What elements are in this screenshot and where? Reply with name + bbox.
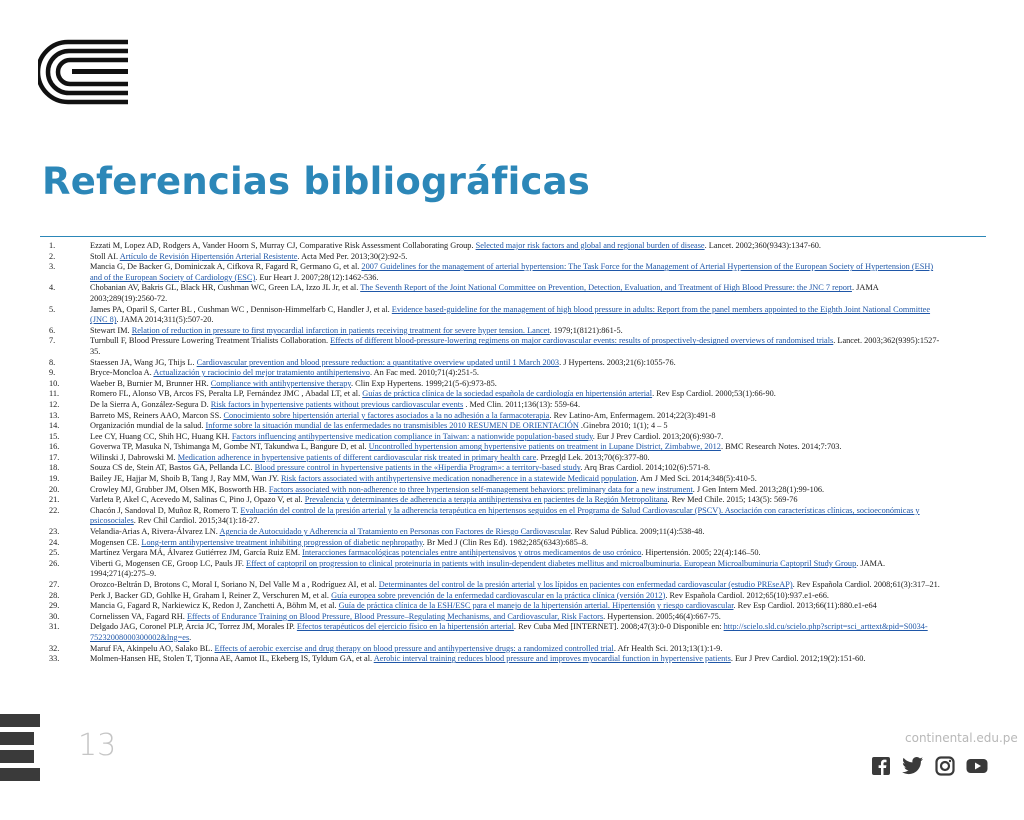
reference-source: . Rev Latino-Am, Enfermagem. 2014;22(3):491-8 — [549, 410, 716, 420]
reference-item — [44, 463, 944, 474]
reference-item — [44, 442, 944, 453]
decorative-bars — [0, 714, 42, 782]
reference-source: . Eur J Prev Cardiol. 2013;20(6):930-7. — [592, 431, 724, 441]
reference-source: . Rev Cuba Med [INTERNET]. 2008;47(3):0-0 Disponible en: — [513, 622, 724, 632]
reference-number: 2. — [49, 251, 56, 261]
reference-authors: Ezzati M, Lopez AD, Rodgers A, Vander Hoorn S, Murray CJ, Comparative Risk Assessment Collaborating Group. — [90, 241, 476, 250]
reference-item — [44, 506, 944, 527]
reference-authors: Barreto MS, Reiners AAO, Marcon SS. — [90, 410, 224, 420]
reference-item — [44, 421, 944, 432]
reference-link[interactable]: Guía europea sobre prevención de la enfermedad cardiovascular en la práctica clínica (versión 2012) — [331, 590, 666, 600]
reference-authors: Martínez Vergara MÁ, Álvarez Gutiérrez JM, García Ruiz EM. — [90, 548, 303, 558]
reference-item — [44, 241, 944, 252]
reference-link[interactable]: Actualización y raciocinio del mejor tratamiento antihipertensivo — [153, 368, 370, 378]
reference-link[interactable]: Conocimiento sobre hipertensión arterial y factores asociados a la no adhesión a la farmacoterapia — [223, 410, 550, 420]
reference-number: 17. — [49, 452, 60, 462]
reference-number: 31. — [49, 622, 60, 632]
reference-authors: Molmen-Hansen HE, Stolen T, Tjonna AE, Aamot IL, Ekeberg IS, Tyldum GA, et al. — [90, 654, 374, 664]
reference-authors: Souza CS de, Stein AT, Bastos GA, Pellanda LC. — [90, 463, 255, 473]
reference-item — [44, 527, 944, 538]
reference-number: 10. — [49, 378, 60, 388]
reference-item — [44, 368, 944, 379]
page-number: 13 — [78, 728, 117, 763]
reference-item — [44, 379, 944, 390]
reference-source: . Br Med J (Clin Res Ed). 1982;285(6343):685–8. — [422, 537, 589, 547]
reference-item — [44, 453, 944, 464]
reference-authors: Stewart IM. — [90, 325, 132, 335]
reference-authors: Crowley MJ, Grubber JM, Olsen MK, Bosworth HB. — [90, 484, 269, 494]
reference-source: . 1979;1(8121):861-5. — [549, 325, 623, 335]
logo-icon — [38, 38, 130, 106]
reference-authors: Waeber B, Burnier M, Brunner HR. — [90, 378, 211, 388]
reference-number: 23. — [49, 527, 60, 537]
reference-item — [44, 644, 944, 655]
reference-list — [44, 241, 944, 665]
reference-source: . Am J Med Sci. 2014;348(5):410-5. — [636, 474, 757, 484]
reference-source: . Hipertensión. 2005; 22(4):146–50. — [641, 548, 761, 558]
reference-source: . Rev Esp Cardiol. 2013;66(11):880.e1-e64 — [733, 601, 877, 611]
reference-number: 30. — [49, 611, 60, 621]
reference-number: 24. — [49, 537, 60, 547]
reference-link[interactable]: Blood pressure control in hypertensive patients in the «Hiperdia Program»: a territory-based study — [254, 463, 581, 473]
reference-number: 14. — [49, 421, 60, 431]
reference-item — [44, 358, 944, 369]
social-icons — [870, 756, 988, 776]
reference-link[interactable]: Effects of different blood-pressure-lowering regimens on major cardiovascular events: results of prospectively-designed overviews of randomised trials — [330, 336, 834, 346]
reference-source: . — [189, 632, 192, 642]
reference-link[interactable]: Effects of aerobic exercise and drug therapy on blood pressure and antihypertensive drugs: a randomized controlled trial — [214, 643, 614, 653]
reference-number: 33. — [49, 654, 60, 664]
reference-number: 21. — [49, 495, 60, 505]
reference-item — [44, 495, 944, 506]
reference-number: 19. — [49, 474, 60, 484]
reference-number: 12. — [49, 399, 60, 409]
reference-item — [44, 326, 944, 337]
reference-link[interactable]: Long-term antihypertensive treatment inhibiting progression of diabetic nephropathy — [141, 537, 423, 547]
reference-source: . Przegl̦d Lek. 2013;70(6):377-80. — [536, 452, 650, 462]
reference-number: 28. — [49, 590, 60, 600]
reference-link[interactable]: Informe sobre la situación mundial de las enfermedades no transmisibles 2010 RESUMEN DE ORIENTACIÓN — [205, 421, 579, 431]
reference-number: 8. — [49, 357, 56, 367]
reference-authors: Perk J, Backer GD, Gohlke H, Graham I, Reiner Z, Verschuren M, et al. — [90, 590, 332, 600]
reference-link[interactable]: Cardiovascular prevention and blood pressure reduction: a quantitative overview updated until 1 March 2003 — [196, 357, 560, 367]
reference-authors: Viberti G, Mogensen CE, Groop LC, Pauls JF. — [90, 558, 247, 568]
reference-item — [44, 474, 944, 485]
page-title: Referencias bibliográficas — [42, 160, 590, 203]
reference-authors: Varleta P, Akel C, Acevedo M, Salinas C, Pino J, Opazo V, et al. — [90, 495, 305, 505]
reference-item — [44, 336, 944, 357]
reference-source: . Lancet. 2002;360(9343):1347-60. — [704, 241, 821, 250]
reference-source: . Rev Española Cardiol. 2008;61(3):317–21. — [792, 580, 940, 589]
reference-authors: Mancia G, Fagard R, Narkiewicz K, Redon J, Zanchetti A, Böhm M, et al. — [90, 601, 339, 611]
reference-authors: Lee CY, Huang CC, Shih HC, Huang KH. — [90, 431, 232, 441]
reference-link[interactable]: Efectos terapéuticos del ejercicio físico en la hipertensión arterial — [296, 622, 514, 632]
reference-source: . Rev Esp Cardiol. 2000;53(1):66-90. — [652, 389, 776, 399]
reference-link[interactable]: Effects of Endurance Training on Blood Pressure, Blood Pressure–Regulating Mechanisms, and Cardiovascular, Risk Factors — [186, 611, 604, 621]
reference-number: 15. — [49, 431, 60, 441]
reference-number: 29. — [49, 601, 60, 611]
reference-item — [44, 432, 944, 443]
reference-link[interactable]: Interacciones farmacológicas potenciales entre antihipertensivos y otros medicamentos de uso crónico — [302, 548, 642, 558]
reference-authors: Chacón J, Sandoval D, Muñoz R, Romero T. — [90, 505, 241, 515]
reference-number: 7. — [49, 336, 56, 346]
reference-link[interactable]: Risk factors in hypertensive patients without previous cardiovascular events — [210, 399, 464, 409]
reference-link[interactable]: Evidence based-guideline for the management of high blood pressure in adults: Report from the panel members appointed to the Eighth Joint National Committee (JNC 8) — [90, 304, 931, 325]
reference-authors: Orozco-Beltrán D, Brotons C, Moral I, Soriano N, Del Valle M a , Rodríguez AI, et al. — [90, 580, 379, 589]
reference-number: 18. — [49, 463, 60, 473]
reference-item — [44, 262, 944, 283]
reference-source: . Hypertension. 2005;46(4):667-75. — [603, 611, 721, 621]
reference-authors: Wilinski J, Dabrowski M. — [90, 452, 178, 462]
reference-number: 6. — [49, 325, 56, 335]
reference-source: . Lancet. 2003;362(9395):1527-35. — [90, 336, 940, 356]
reference-link[interactable]: Medication adherence in hypertensive patients of different cardiovascular risk treated in primary health care — [177, 452, 537, 462]
title-divider — [40, 236, 986, 237]
facebook-icon[interactable] — [870, 756, 892, 776]
reference-source: . Eur Heart J. 2007;28(12):1462-536. — [255, 272, 379, 282]
reference-source: . Rev Salud Pública. 2009;11(4):538-48. — [570, 527, 705, 537]
reference-link[interactable]: Prevalencia y determinantes de adherencia a terapia antihipertensiva en pacientes de la Región Metropolitana — [304, 495, 668, 505]
reference-number: 9. — [49, 368, 56, 378]
reference-number: 20. — [49, 484, 60, 494]
website-link[interactable]: continental.edu.pe — [905, 731, 1018, 745]
reference-authors: James PA, Oparil S, Carter BL , Cushman WC , Dennison-Himmelfarb C, Handler J, et al. — [90, 304, 392, 314]
reference-authors: Staessen JA, Wang JG, Thijs L. — [90, 357, 197, 367]
reference-item — [44, 283, 944, 304]
reference-authors: Romero FL, Alonso VB, Arcos FS, Peralta LP, Fernández JMC , Abadal LT, et al. — [90, 389, 363, 399]
reference-source: . Rev Med Chile. 2015; 143(5): 569-76 — [667, 495, 798, 505]
reference-authors: Mancia G, De Backer G, Dominiczak A, Cifkova R, Fagard R, Germano G, et al. — [90, 262, 362, 272]
reference-authors: De la Sierra A, González-Segura D. — [90, 399, 211, 409]
reference-source: . Eur J Prev Cardiol. 2012;19(2):151-60. — [730, 654, 866, 664]
reference-source: . Clin Exp Hypertens. 1999;21(5-6):973-85. — [351, 378, 497, 388]
reference-url-link[interactable]: http://scielo.sld.cu/scielo.php?script=sci_arttext&pid=S0034-75232008000300002&lng=es — [90, 622, 928, 642]
reference-item — [44, 580, 944, 591]
reference-link[interactable]: Artículo de Revisión Hipertensión Arterial Resistente — [119, 251, 298, 261]
reference-item — [44, 485, 944, 496]
reference-item — [44, 601, 944, 612]
reference-number: 4. — [49, 283, 56, 293]
reference-link[interactable]: Effect of captopril on progression to clinical proteinuria in patients with insulin-dependent diabetes mellitus and microalbuminuria. European Microalbuminuria Captopril Study Group — [246, 558, 857, 568]
reference-number: 26. — [49, 558, 60, 568]
reference-authors: Chobanian AV, Bakris GL, Black HR, Cushman WC, Green LA, Izzo JL Jr, et al. — [90, 283, 361, 293]
reference-link[interactable]: Selected major risk factors and global and regional burden of disease — [475, 241, 705, 250]
reference-item — [44, 622, 944, 643]
reference-link[interactable]: Evaluación del control de la presión arterial y la adherencia terapéutica en hipertensos seguidos en el Programa de Salud Cardiovascular (PSCV). Asociación con características clínicas, socioeconómicas y psicosociales — [90, 505, 920, 526]
reference-link[interactable]: Guías de práctica clínica de la sociedad española de cardiología en hipertensión arterial — [362, 389, 653, 399]
reference-source: . Arq Bras Cardiol. 2014;102(6):571-8. — [580, 463, 711, 473]
reference-item — [44, 252, 944, 263]
reference-item — [44, 591, 944, 602]
reference-item — [44, 389, 944, 400]
reference-source: .Ginebra 2010; 1(1); 4 – 5 — [578, 421, 668, 431]
reference-source: . BMC Research Notes. 2014;7:703. — [720, 442, 842, 452]
reference-link[interactable]: The Seventh Report of the Joint National Committee on Prevention, Detection, Evaluation, and Treatment of High Blood Pressure: the JNC 7 report — [360, 283, 852, 293]
reference-link[interactable]: Risk factors associated with antihypertensive medication nonadherence in a statewide Medicaid population — [280, 474, 637, 484]
reference-link[interactable]: Guía de práctica clínica de la ESH/ESC para el manejo de la hipertensión arterial. Hipertensión y riesgo cardiovascular — [338, 601, 734, 611]
reference-link[interactable]: Aerobic interval training reduces blood pressure and improves myocardial function in hypertensive patients — [373, 654, 731, 664]
reference-item — [44, 411, 944, 422]
reference-link[interactable]: Agencia de Autocuidado y Adherencia al Tratamiento en Personas con Factores de Riesgo Cardiovascular — [219, 527, 571, 537]
reference-number: 1. — [49, 241, 56, 250]
reference-authors: Turnbull F, Blood Pressure Lowering Treatment Trialists Collaboration. — [90, 336, 331, 346]
reference-link[interactable]: Compliance with antihypertensive therapy — [210, 378, 352, 388]
reference-link[interactable]: 2007 Guidelines for the management of arterial hypertension: The Task Force for the Management of Arterial Hypertension of the European Society of Hypertension (ESH) and of the European Society of Cardiology (ESC) — [90, 262, 934, 282]
reference-source: . JAMA 2014;311(5):507-20. — [116, 315, 214, 325]
reference-source: . J Hypertens. 2003;21(6):1055-76. — [559, 357, 676, 367]
reference-link[interactable]: Factors associated with non-adherence to three hypertension self-management behaviors: preliminary data for a new instrument — [268, 484, 693, 494]
reference-number: 32. — [49, 643, 60, 653]
reference-number: 3. — [49, 262, 56, 272]
reference-source: . J Gen Intern Med. 2013;28(1):99-106. — [692, 484, 825, 494]
reference-number: 27. — [49, 580, 60, 589]
reference-link[interactable]: Determinantes del control de la presión arterial y los lípidos en pacientes con enfermedad cardiovascular (estudio PREseAP) — [378, 580, 793, 589]
reference-source: . Acta Med Per. 2013;30(2):92-5. — [297, 251, 408, 261]
reference-number: 11. — [49, 389, 60, 399]
reference-authors: Mogensen CE. — [90, 537, 142, 547]
reference-link[interactable]: Relation of reduction in pressure to first myocardial infarction in patients receiving treatment for severe hyper tension. Lancet — [131, 325, 550, 335]
reference-authors: Velandia-Arias A, Rivera-Álvarez LN. — [90, 527, 220, 537]
reference-authors: Delgado JAG, Coronel PLP, Arcia JC, Torrez JM, Morales IP. — [90, 622, 297, 632]
reference-source: . An Fac med. 2010;71(4):251-5. — [369, 368, 479, 378]
reference-item — [44, 538, 944, 549]
reference-source: . JAMA 2003;289(19):2560-72. — [90, 283, 879, 303]
reference-authors: Organización mundial de la salud. — [90, 421, 206, 431]
twitter-icon[interactable] — [902, 756, 924, 776]
reference-source: . JAMA. 1994;271(4):275–9. — [90, 558, 886, 579]
reference-number: 5. — [49, 304, 56, 314]
reference-item — [44, 654, 944, 665]
youtube-icon[interactable] — [966, 756, 988, 776]
reference-item — [44, 305, 944, 326]
reference-number: 25. — [49, 548, 60, 558]
instagram-icon[interactable] — [934, 756, 956, 776]
reference-link[interactable]: Uncontrolled hypertension among hypertensive patients on treatment in Lupane District, Zimbabwe, 2012 — [368, 442, 721, 452]
reference-number: 16. — [49, 442, 60, 452]
reference-item — [44, 612, 944, 623]
reference-item — [44, 559, 944, 580]
reference-source: . Afr Health Sci. 2013;13(1):1-9. — [613, 643, 723, 653]
reference-item — [44, 400, 944, 411]
reference-authors: Goverwa TP, Masuka N, Tshimanga M, Gombe NT, Takundwa L, Bangure D, et al. — [90, 442, 369, 452]
reference-authors: Cornelissen VA, Fagard RH. — [90, 611, 187, 621]
reference-authors: Maruf FA, Akinpelu AO, Salako BL. — [90, 643, 215, 653]
reference-link[interactable]: Factors influencing antihypertensive medication compliance in Taiwan: a nationwide population-based study — [231, 431, 593, 441]
reference-number: 13. — [49, 410, 60, 420]
reference-item — [44, 548, 944, 559]
reference-source: . Rev Española Cardiol. 2012;65(10):937.e1-e66. — [665, 590, 829, 600]
reference-authors: Stoll AI. — [90, 251, 120, 261]
reference-source: . Med Clin. 2011;136(13): 559-64. — [463, 399, 581, 409]
reference-authors: Bryce-Moncloa A. — [90, 368, 154, 378]
reference-source: . Rev Chil Cardiol. 2015;34(1):18-27. — [133, 516, 260, 526]
reference-number: 22. — [49, 505, 60, 515]
reference-authors: Bailey JE, Hajjar M, Shoib B, Tang J, Ray MM, Wan JY. — [90, 474, 281, 484]
